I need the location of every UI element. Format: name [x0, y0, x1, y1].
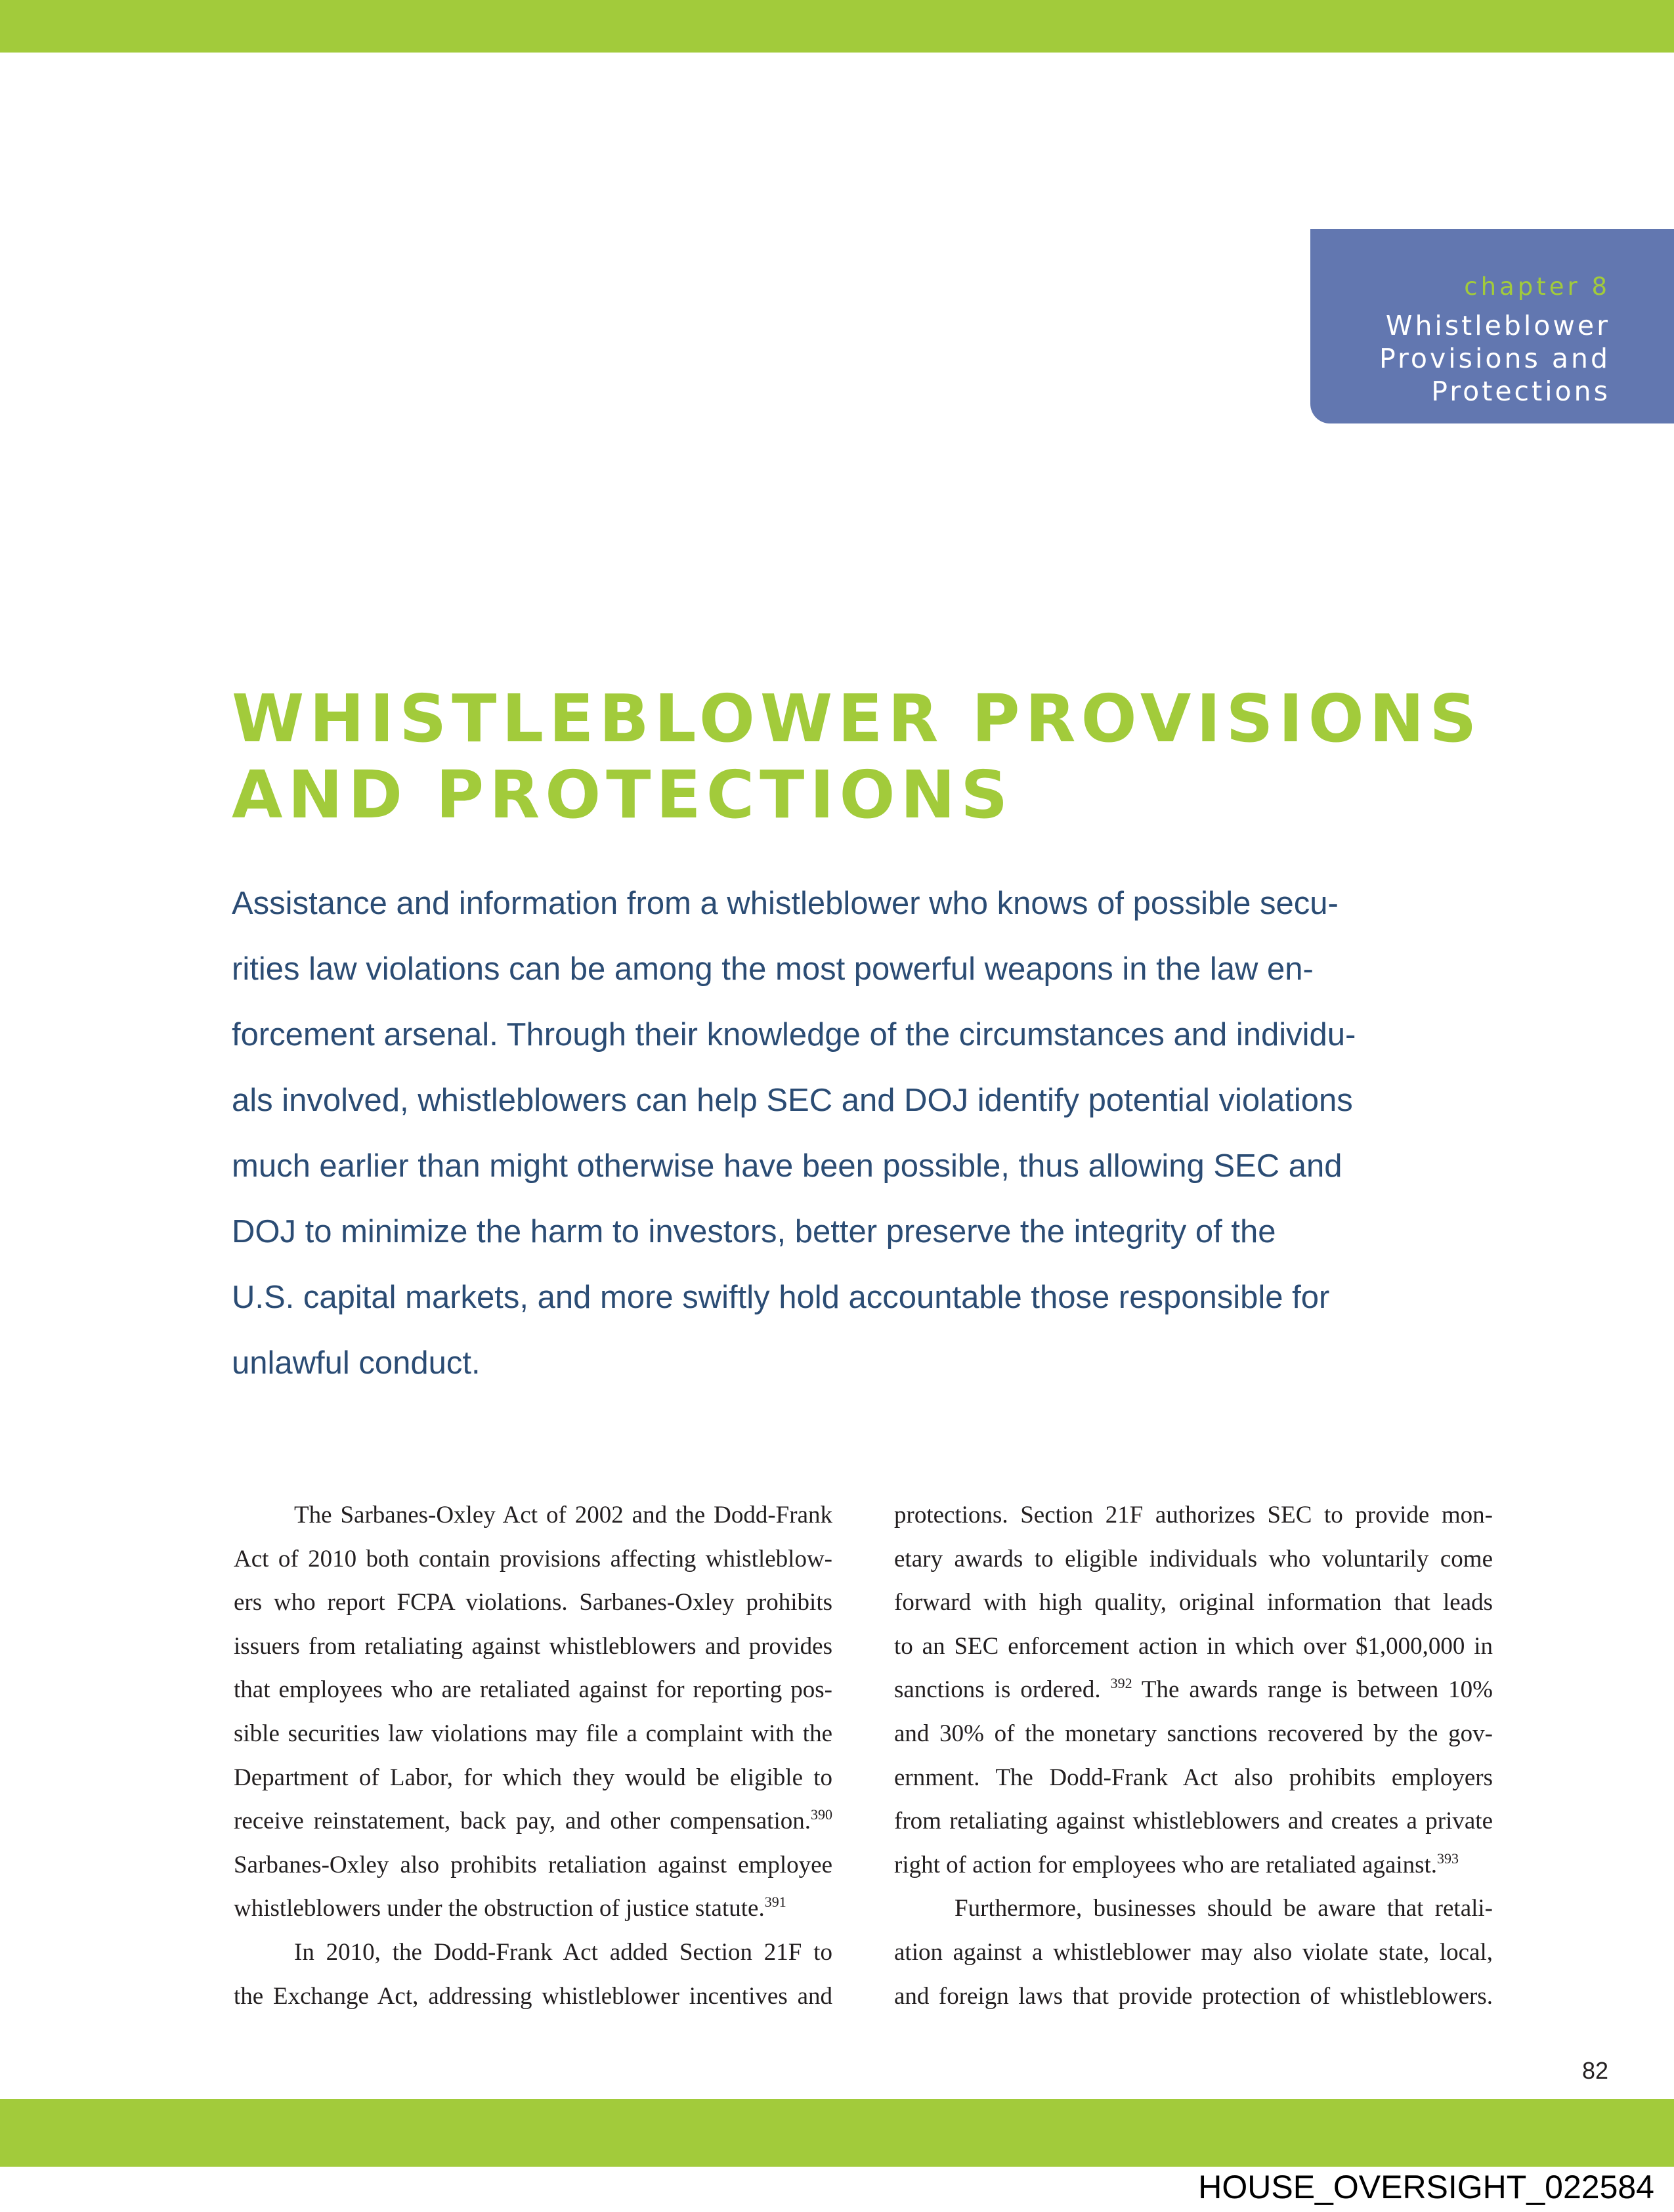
body-line: Furthermore, businesses should be aware that retali- — [955, 1895, 1493, 1922]
body-text: The awards range is between 10% — [1141, 1676, 1493, 1704]
document-id: HOUSE_OVERSIGHT_022584 — [1198, 2169, 1654, 2205]
body-line: and foreign laws that provide protection of whistleblowers. — [894, 1982, 1493, 2010]
body-text: sanctions is ordered. — [894, 1676, 1101, 1704]
body-line: sible securities law violations may file a complaint with the — [234, 1720, 832, 1747]
body-text: receive reinstatement, back pay, and other compensation. — [234, 1808, 811, 1835]
body-line: etary awards to eligible individuals who voluntarily come — [894, 1545, 1493, 1572]
intro-line: rities law violations can be among the most powerful weapons in the law en- — [232, 951, 1314, 987]
body-line: ernment. The Dodd-Frank Act also prohibits employers — [894, 1764, 1493, 1791]
footnote-ref[interactable]: 391 — [764, 1894, 786, 1911]
title-line: WHISTLEBLOWER PROVISIONS — [232, 680, 1482, 757]
body-line-with-footnote — [894, 1668, 1493, 1712]
footnote-ref[interactable]: 392 — [1110, 1675, 1132, 1692]
body-line: to an SEC enforcement action in which over $1,000,000 in — [894, 1632, 1493, 1660]
body-line: and 30% of the monetary sanctions recovered by the gov- — [894, 1720, 1493, 1747]
bottom-accent-bar — [0, 2099, 1674, 2167]
body-line: protections. Section 21F authorizes SEC to provide mon- — [894, 1502, 1493, 1529]
body-line: Act of 2010 both contain provisions affecting whistleblow- — [234, 1545, 832, 1572]
intro-line: forcement arsenal. Through their knowledge of the circumstances and individu- — [232, 1017, 1356, 1052]
intro-line: DOJ to minimize the harm to investors, better preserve the integrity of the — [232, 1214, 1276, 1249]
body-line: forward with high quality, original information that leads — [894, 1589, 1493, 1616]
body-line: The Sarbanes-Oxley Act of 2002 and the Dodd-Frank — [294, 1502, 832, 1529]
title-line: AND PROTECTIONS — [232, 756, 1014, 833]
chapter-title-line: Protections — [1431, 376, 1610, 407]
intro-line: U.S. capital markets, and more swiftly hold accountable those responsible for — [232, 1280, 1330, 1315]
body-line: Department of Labor, for which they would be eligible to — [234, 1764, 832, 1791]
body-line: from retaliating against whistleblowers and creates a private — [894, 1808, 1493, 1835]
body-line: ers who report FCPA violations. Sarbanes-Oxley prohibits — [234, 1589, 832, 1616]
intro-line: Assistance and information from a whistleblower who knows of possible secu- — [232, 886, 1339, 921]
chapter-title-line: Provisions and — [1379, 343, 1610, 374]
body-text: right of action for employees who are retaliated against. — [894, 1851, 1438, 1878]
intro-paragraph — [232, 871, 1505, 1396]
intro-line: much earlier than might otherwise have been possible, thus allowing SEC and — [232, 1148, 1342, 1184]
body-line-with-footnote — [234, 1800, 832, 1844]
top-accent-bar — [0, 0, 1674, 53]
footnote-ref[interactable]: 393 — [1437, 1850, 1459, 1867]
body-column-right — [894, 1494, 1493, 2018]
page-title — [232, 680, 1482, 833]
intro-line: unlawful conduct. — [232, 1345, 481, 1381]
body-line: In 2010, the Dodd-Frank Act added Section 21F to — [294, 1938, 832, 1966]
chapter-tab-title — [1310, 309, 1610, 408]
body-text: whistleblowers under the obstruction of justice statute. — [234, 1895, 765, 1922]
intro-line: als involved, whistleblowers can help SEC and DOJ identify potential violations — [232, 1083, 1353, 1118]
body-line: the Exchange Act, addressing whistleblower incentives and — [234, 1982, 832, 2010]
body-line: ation against a whistleblower may also violate state, local, — [894, 1938, 1493, 1966]
body-line-with-footnote — [234, 1887, 832, 1931]
chapter-title-line: Whistleblower — [1385, 310, 1610, 341]
chapter-label: chapter 8 — [1464, 272, 1610, 301]
body-line: issuers from retaliating against whistleblowers and provides — [234, 1632, 832, 1660]
body-line-with-footnote — [894, 1844, 1493, 1888]
body-column-left — [234, 1494, 832, 2018]
page-number: 82 — [1581, 2057, 1608, 2084]
body-line: that employees who are retaliated against for reporting pos- — [234, 1676, 832, 1704]
footnote-ref[interactable]: 390 — [811, 1806, 832, 1823]
body-line: Sarbanes-Oxley also prohibits retaliation against employee — [234, 1851, 832, 1878]
chapter-tab — [1310, 229, 1674, 423]
